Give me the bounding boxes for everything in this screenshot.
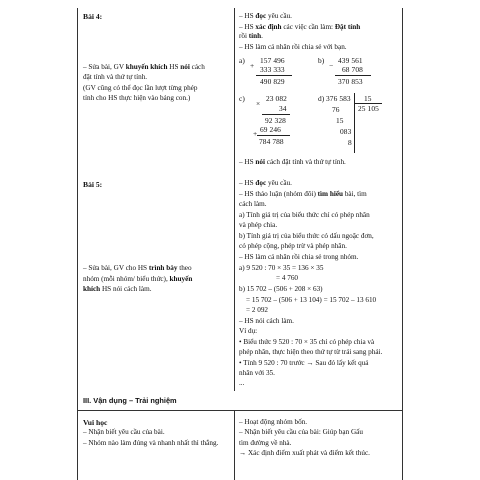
lesson-table — [77, 8, 403, 480]
bai5-line-2: cách làm. — [239, 200, 267, 208]
calc-b-op: − — [329, 61, 334, 70]
bai5-line-11: = 15 702 – (506 + 13 104) = 15 702 – 13 610 — [246, 296, 377, 304]
bai5-line-8: a) 9 520 : 70 × 35 = 136 × 35 — [239, 264, 324, 272]
bai5-line-7: – HS làm cá nhân rồi chia sẻ trong nhóm. — [239, 253, 359, 261]
vuihoc-student-line1: – Hoạt động nhóm bốn. — [239, 418, 308, 426]
section-title: III. Vận dụng – Trải nghiệm — [83, 396, 177, 405]
bai5-line-1: – HS thảo luận (nhóm đôi) tìm hiểu bài, tìm — [239, 190, 367, 198]
bai4-say: – HS nói cách đặt tính và thứ tự tính. — [239, 158, 346, 166]
bai5-line-15: • Biểu thức 9 520 : 70 × 35 chỉ có phép chia và — [239, 338, 375, 346]
bai5-teacher-line3: khích HS nói cách làm. — [83, 285, 152, 293]
bai5-line-3: a) Tính giá trị của biểu thức chỉ có phép nhân — [239, 211, 370, 219]
bai5-line-10: b) 15 702 – (506 + 208 × 63) — [239, 285, 323, 293]
vuihoc-student-line2: – Nhận biết yêu cầu của bài: Giúp bạn Gấu — [239, 428, 363, 436]
calc-d-step2: 15 — [336, 116, 344, 125]
bai5-line-0: – HS đọc yêu cầu. — [239, 179, 292, 187]
calc-c-partial1: 92 328 — [265, 116, 286, 125]
bai4-teacher-line3: (GV cũng có thể đọc lần lượt từng phép — [83, 84, 198, 92]
calc-b-rule — [335, 75, 371, 76]
calc-c-op: × — [256, 99, 261, 108]
bai5-teacher-line1: – Sửa bài, GV cho HS trình bày theo — [83, 264, 192, 272]
calc-c-partial2: 69 246 — [260, 125, 281, 134]
bai4-identify: – HS xác định các việc cần làm: Đặt tính — [239, 23, 361, 31]
bai5-title: Bài 5: — [83, 180, 103, 189]
vuihoc-teacher-line2: – Nhóm nào làm đúng và nhanh nhất thì thắng. — [83, 439, 219, 447]
calc-b-result: 370 853 — [338, 77, 363, 86]
bai5-line-16: phép nhân, thực hiện theo thứ tự từ trái sang phải. — [239, 348, 383, 356]
calc-c-label: c) — [239, 94, 245, 103]
bai5-teacher-line2: nhóm (mỗi nhóm/ biểu thức), khuyến — [83, 275, 193, 283]
calc-a-rule — [256, 75, 292, 76]
bai5-line-12: = 2 092 — [246, 306, 269, 314]
calc-c-result: 784 788 — [259, 137, 284, 146]
vuihoc-student-line4: → Xác định điểm xuất phát và điểm kết thúc. — [239, 449, 370, 457]
bai5-line-14: Ví dụ: — [239, 327, 258, 335]
calc-d-quotient: 25 105 — [358, 104, 379, 113]
bai4-teacher-line2: đặt tính và thứ tự tính. — [83, 73, 148, 81]
calc-a-label: a) — [239, 56, 245, 65]
calc-d-bar — [354, 93, 355, 153]
vuihoc-student-line3: tìm đường về nhà. — [239, 439, 292, 447]
calc-c-n1: 23 082 — [266, 94, 287, 103]
bai5-line-17: • Tính 9 520 : 70 trước → Sau đó lấy kết quả — [239, 359, 369, 367]
calc-a-result: 490 829 — [260, 77, 285, 86]
section-band — [78, 391, 402, 410]
column-divider — [234, 410, 235, 480]
bai5-line-6: có phép cộng, phép trừ và phép nhân. — [239, 242, 347, 250]
section-rule-bottom — [78, 410, 402, 411]
bai4-teacher-line4: tính cho HS thực hiện vào bảng con.) — [83, 94, 191, 102]
bai4-title: Bài 4: — [83, 12, 103, 21]
calc-d-dividend: 376 583 — [326, 94, 351, 103]
bai5-line-9: = 4 760 — [276, 274, 299, 282]
calc-a-n2: 333 333 — [260, 65, 285, 74]
bai4-teacher-line1: – Sửa bài, GV khuyến khích HS nói cách — [83, 63, 205, 71]
calc-a-op: + — [250, 61, 255, 70]
bai4-identify-cont: rồi tính. — [239, 32, 263, 40]
bai4-work: – HS làm cá nhân rồi chia sẻ với bạn. — [239, 43, 347, 51]
vuihoc-title: Vui học — [83, 418, 108, 427]
calc-b-n1: 439 561 — [338, 56, 363, 65]
calc-d-step1: 76 — [332, 105, 340, 114]
column-divider — [234, 8, 235, 391]
calc-d-step4: 8 — [348, 138, 352, 147]
bai5-line-19: ... — [239, 379, 245, 387]
calc-c-plus: + — [253, 129, 258, 138]
bai5-line-4: và phép chia. — [239, 221, 278, 229]
calc-d-label: d) — [318, 94, 325, 103]
bai5-line-5: b) Tính giá trị của biểu thức có dấu ngoặc đơn, — [239, 232, 374, 240]
vuihoc-teacher-line1: – Nhận biết yêu cầu của bài. — [83, 428, 165, 436]
calc-c-rule1 — [262, 114, 290, 115]
bai4-read: – HS đọc yêu cầu. — [239, 12, 292, 20]
calc-c-rule2 — [257, 135, 290, 136]
calc-b-label: b) — [318, 56, 325, 65]
bai5-line-13: – HS nói cách làm. — [239, 317, 294, 325]
calc-a-n1: 157 496 — [260, 56, 285, 65]
calc-d-step3: 083 — [340, 127, 352, 136]
calc-d-divisor: 15 — [364, 94, 372, 103]
bai5-line-18: nhân với 35. — [239, 369, 275, 377]
calc-c-n2: 34 — [279, 104, 287, 113]
calc-b-n2: 68 708 — [342, 65, 363, 74]
